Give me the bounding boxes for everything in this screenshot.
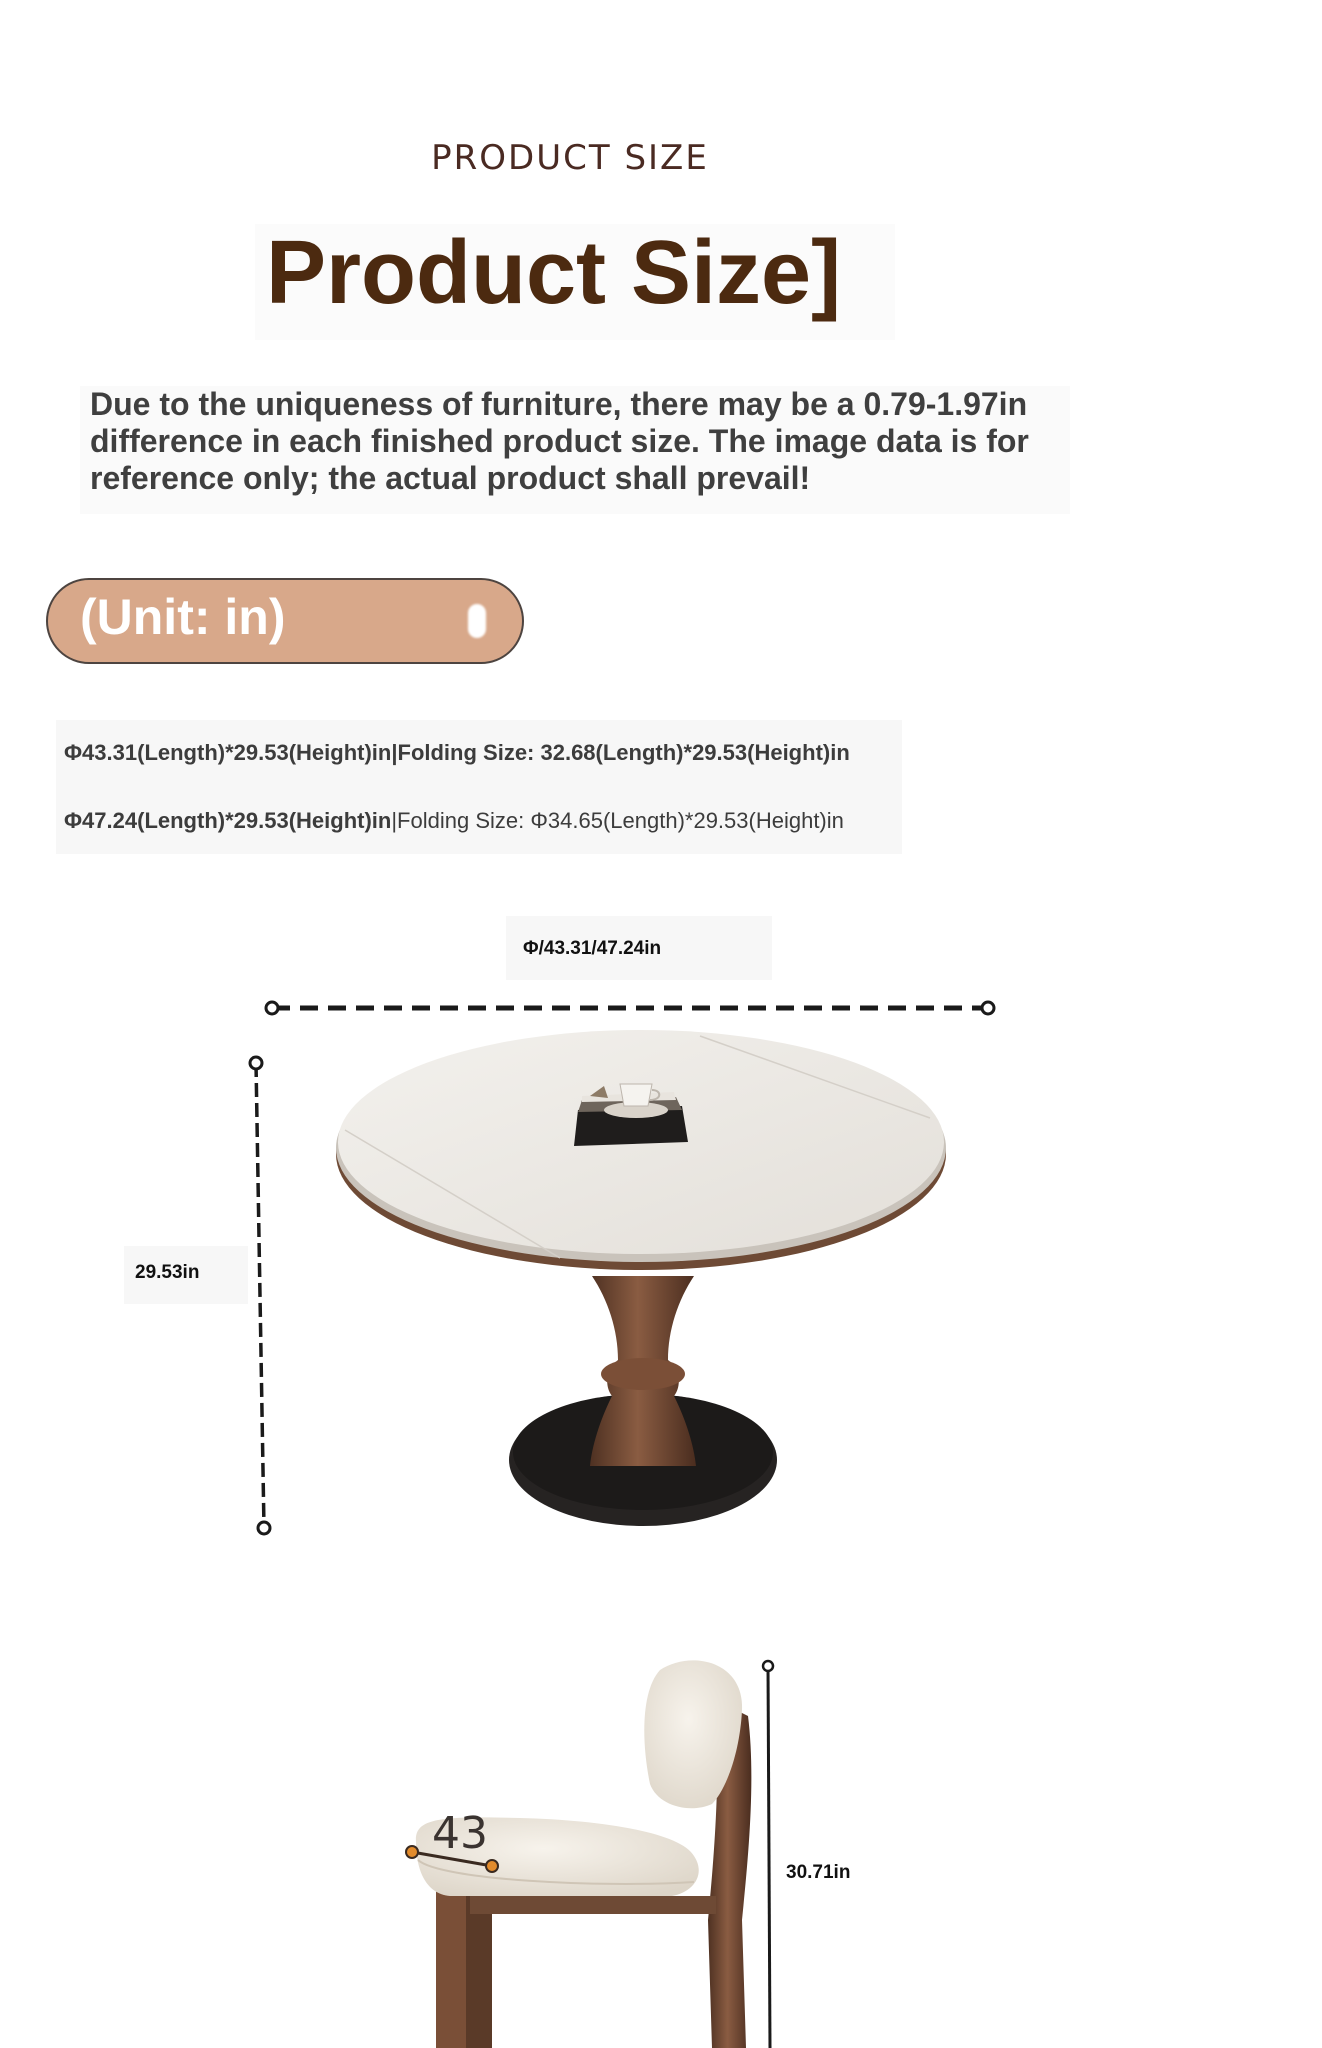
chair-height-label: 30.71in bbox=[786, 1862, 851, 1883]
table-height-dimension-line bbox=[250, 1057, 270, 1534]
size-disclaimer: Due to the uniqueness of furniture, there may be a 0.79-1.97in difference in each finished product size. The image data is for reference only; the actual product shall prevail! bbox=[90, 386, 1029, 496]
table-height-label: 29.53in bbox=[135, 1262, 200, 1283]
table-width-dimension-line bbox=[266, 1002, 994, 1014]
unit-label: (Unit: in) bbox=[80, 589, 286, 645]
table-diameter-label: Φ/43.31/47.24in bbox=[523, 938, 662, 959]
spec-1-folding: |Folding Size: 32.68(Length)*29.53(Height)in bbox=[391, 740, 850, 765]
spec-2-main: Φ47.24(Length)*29.53(Height)in bbox=[64, 808, 392, 833]
spec-1-main: Φ43.31(Length)*29.53(Height)in bbox=[64, 740, 392, 765]
spec-2-folding: |Folding Size: Φ34.65(Length)*29.53(Height)in bbox=[391, 808, 844, 833]
page-title: Product Size] bbox=[266, 223, 842, 323]
round-table-image bbox=[336, 1030, 946, 1526]
eyebrow-heading: PRODUCT SIZE bbox=[431, 138, 709, 178]
chair-seat-depth-label: 43 bbox=[432, 1808, 488, 1859]
chair-height-dimension-line bbox=[763, 1661, 773, 2048]
